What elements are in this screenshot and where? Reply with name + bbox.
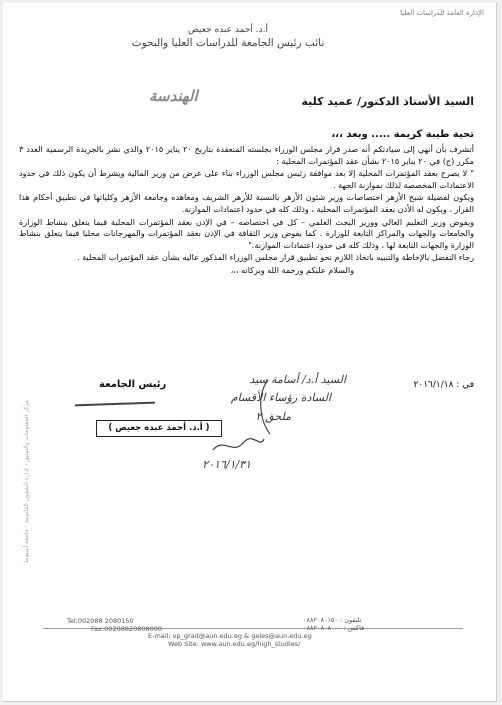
handwritten-scribble	[208, 435, 268, 457]
footer-website: Web Site: www.aun.edu.eg/high_studies/	[168, 640, 301, 648]
body-paragraph-2: " لا يصرح بعقد المؤتمرات المحلية إلا بعد موافقة رئيس مجلس الوزراء بناء على عرض من وزير المالية ويشرط أن يكون ذلك في حدود الاعتمادات المخصصة لذلك بموازنة الجهة .	[19, 168, 474, 190]
footer-tel: Tel:002088 2080150	[67, 617, 134, 625]
org-header: الإدارة العامة للدراسات العليا	[400, 9, 484, 17]
footer-fax: Fax:00208820808000	[91, 625, 163, 633]
handwritten-date: ٢٠١٦/١/٣١	[202, 458, 251, 471]
body-paragraph-3: ويكون لفضيلة شيخ الأزهر اختصاصات وزير شئون الأزهر بالنسبة للأزهر الشريف ومعاهده وجامعة الأزهر وكلياتها في تطبيق أحكام هذا القرار ، ويكون له الأذن بعقد المؤتمرات المحلية ، وذلك كله في حدود اعتمادات الموازنة.	[19, 192, 474, 214]
letterhead	[128, 25, 328, 49]
handwritten-note-2: السادة رؤساء الأقسام	[230, 391, 331, 404]
signature-name-box: ( أ.د. أحمد عبده جعيص )	[96, 420, 222, 437]
greeting: تحية طيبة كريمة ..... وبعد ،،،	[331, 129, 474, 140]
letterhead-title: نائب رئيس الجامعة للدراسات العليا والبحوث	[131, 37, 325, 49]
footer-fax-ar: فاكس : ٠٨٨٢٠٨٠٨٠٠٠	[303, 624, 365, 632]
handwritten-bracket	[248, 378, 278, 438]
recipient-salutation: السيد الأستاذ الدكتور/ عميد كلية	[301, 95, 474, 108]
document-page	[3, 3, 497, 702]
body-paragraph-4: ويفوض وزير التعليم العالي ووزير البحث العلمي – كل في اختصاصه – في الإذن بعقد المؤتمرات المحلية فيما يتعلق بنشاط الوزارة والجامعات والجهات والمراكز التابعة للوزارة . كما يفوض وزير الثقافة في الإذن بعقد المؤتمرات والمهرجانات محليا فيما يتعلق بنشاط الوزارة والجهات التابعة لها ، وذلك كله في حدود اعتمادات الموازنة."	[19, 216, 474, 250]
letterhead-name: أ.د. أحمد عبده جعيص	[188, 25, 268, 35]
letter-date: في : ٢٠١٦/١/١٨	[413, 380, 474, 390]
closing-line: والسلام عليكم ورحمة الله وبركاته ،،،	[230, 264, 354, 275]
recipient-line	[144, 87, 474, 108]
footer-phone-ar: تليفون : ٠٨٨٢٠٨٠١٥٠	[303, 616, 362, 624]
signature-title: رئيس الجامعة	[99, 379, 167, 390]
letter-body	[19, 144, 474, 278]
handwritten-note-3: ملحق ٢	[255, 410, 291, 423]
body-paragraph-1: أتشرف بأن أنهي إلى سيادتكم أنه صدر قرار مجلس الوزراء بجلسته المنعقدة بتاريخ ٢٠ يناير ٢٠١٥ والذي نشر بالجريدة الرسمية العدد ٣ مكرر (ج) في ٢٠ يناير ٢٠١٥ بشأن عقد المؤتمرات المحلية :	[19, 144, 474, 166]
side-stamp: مركز المعلومات والتوثيق - إدارة الشؤون القانونية - جامعة أسيوط	[23, 400, 30, 563]
recipient-handwritten-name: الهندسة	[149, 87, 198, 105]
footer-email: E-mail: vp_grad@aun.edu.eg & geles@aun.edu.eg	[148, 632, 312, 640]
handwritten-note-1: السيد أ.د/ أسامة سيد	[249, 373, 346, 386]
body-paragraph-5: رجاء التفضل بالإحاطة والتنبيه باتخاذ اللازم نحو تطبيق قرار مجلس الوزراء المذكور عاليه بشأن عقد المؤتمرات المحلية .	[76, 252, 474, 263]
signature-stroke	[75, 402, 155, 407]
